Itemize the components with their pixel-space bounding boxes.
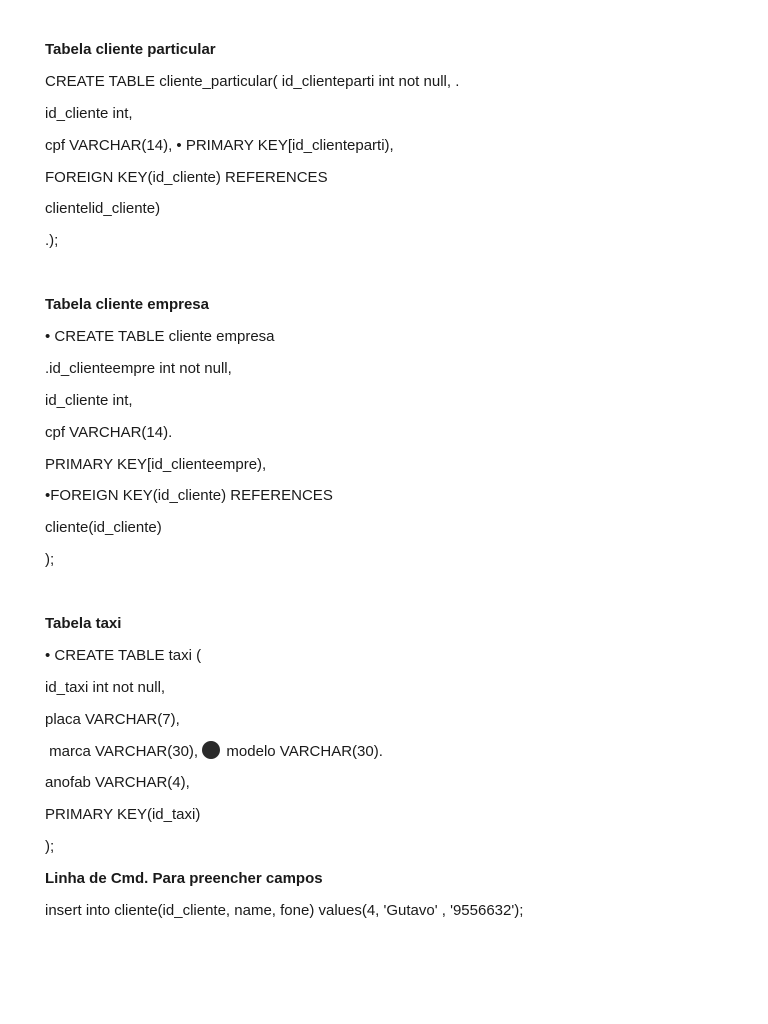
code-line: .); bbox=[45, 232, 59, 250]
code-line: PRIMARY KEY(id_taxi) bbox=[45, 806, 201, 824]
code-line: insert into cliente(id_cliente, name, fone) values(4, 'Gutavo' , '9556632'); bbox=[45, 902, 524, 920]
code-line: anofab VARCHAR(4), bbox=[45, 774, 190, 792]
code-fragment: modelo VARCHAR(30). bbox=[222, 742, 383, 760]
code-line: cpf VARCHAR(14). bbox=[45, 423, 173, 441]
code-line: placa VARCHAR(7), bbox=[45, 710, 180, 728]
code-line: id_taxi int not null, bbox=[45, 678, 166, 696]
code-line: cpf VARCHAR(14), • PRIMARY KEY[id_clienteparti), bbox=[45, 136, 394, 154]
code-line: id_cliente int, bbox=[45, 391, 133, 409]
code-line: CREATE TABLE cliente_particular( id_clienteparti int not null, . bbox=[45, 72, 460, 90]
section-title-taxi: Tabela taxi bbox=[45, 615, 122, 633]
code-line: •FOREIGN KEY(id_cliente) REFERENCES bbox=[45, 487, 333, 505]
code-line: ); bbox=[45, 838, 55, 856]
code-line: PRIMARY KEY[id_clienteempre), bbox=[45, 455, 267, 473]
spacer bbox=[45, 576, 745, 608]
code-line: cliente(id_cliente) bbox=[45, 519, 162, 537]
code-line: • CREATE TABLE cliente empresa bbox=[45, 328, 275, 346]
filled-circle-icon bbox=[202, 741, 220, 759]
section-title-cliente-particular: Tabela cliente particular bbox=[45, 41, 216, 58]
code-line: clientelid_cliente) bbox=[45, 200, 161, 218]
code-line: • CREATE TABLE taxi ( bbox=[45, 646, 202, 664]
code-line: .id_clienteempre int not null, bbox=[45, 359, 232, 377]
code-line-marca-modelo bbox=[45, 736, 745, 768]
section-title-linha-de-cmd: Linha de Cmd. Para preencher campos bbox=[45, 870, 323, 888]
code-line: FOREIGN KEY(id_cliente) REFERENCES bbox=[45, 168, 328, 186]
spacer bbox=[45, 257, 745, 289]
section-title-cliente-empresa: Tabela cliente empresa bbox=[45, 296, 209, 314]
code-line: ); bbox=[45, 551, 55, 569]
document-page bbox=[45, 34, 745, 927]
code-line: id_cliente int, bbox=[45, 104, 133, 122]
code-fragment: marca VARCHAR(30), bbox=[45, 742, 203, 760]
